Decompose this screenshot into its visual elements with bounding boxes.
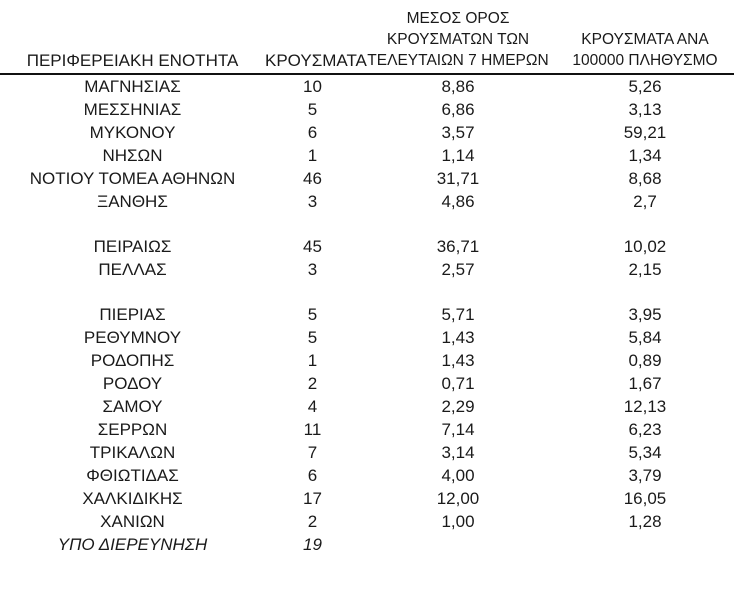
avg7-cell: 7,14: [441, 419, 475, 439]
table-row: [0, 487, 734, 510]
spacer-cell: [0, 213, 734, 235]
table-row: [0, 441, 734, 464]
region-cell: ΠΙΕΡΙΑΣ: [99, 304, 166, 324]
table-header: [0, 8, 734, 74]
region-cell: ΠΕΙΡΑΙΩΣ: [93, 236, 172, 256]
avg7-cell: 6,86: [441, 99, 475, 119]
cases-cell: 5: [307, 304, 318, 324]
region-cell: ΝΟΤΙΟΥ ΤΟΜΕΑ ΑΘΗΝΩΝ: [29, 168, 236, 188]
avg7-cell: 1,43: [441, 350, 475, 370]
header-cases-label: ΚΡΟΥΣΜΑΤΑ: [265, 51, 367, 70]
region-cell: ΣΑΜΟΥ: [102, 396, 163, 416]
cases-cell: 1: [307, 350, 318, 370]
spacer-row: [0, 213, 734, 235]
spacer-cell: [0, 281, 734, 303]
cases-cell: 3: [307, 259, 318, 279]
avg7-cell: 8,86: [441, 76, 475, 96]
header-avg7-line2: ΚΡΟΥΣΜΑΤΩΝ ΤΩΝ: [386, 31, 530, 48]
table-row: [0, 98, 734, 121]
cases-cell: 19: [303, 534, 322, 554]
region-cell: ΡΕΘΥΜΝΟΥ: [83, 327, 182, 347]
cases-cell: 4: [307, 396, 318, 416]
table-row: [0, 372, 734, 395]
header-cases: [265, 8, 367, 74]
header-avg7-line1: ΜΕΣΟΣ ΟΡΟΣ: [406, 10, 510, 27]
header-region: [0, 8, 265, 74]
table-row: [0, 326, 734, 349]
region-cell: ΜΕΣΣΗΝΙΑΣ: [83, 99, 182, 119]
table-row: [0, 349, 734, 372]
region-cell: ΥΠΟ ΔΙΕΡΕΥΝΗΣΗ: [57, 534, 208, 554]
header-per100k-line1: ΚΡΟΥΣΜΑΤΑ ΑΝΑ: [581, 31, 709, 48]
avg7-cell: 3,14: [441, 442, 475, 462]
avg7-cell: 2,57: [441, 259, 475, 279]
per100k-cell: [556, 533, 734, 556]
table-row: [0, 464, 734, 487]
per100k-cell: 1,67: [628, 373, 662, 393]
cases-cell: 5: [307, 327, 318, 347]
cases-cell: 6: [307, 465, 318, 485]
avg7-cell: 4,86: [441, 191, 475, 211]
header-row: [0, 8, 734, 74]
avg7-cell: 2,29: [441, 396, 475, 416]
region-cell: ΞΑΝΘΗΣ: [97, 191, 168, 211]
cases-cell: 10: [303, 76, 322, 96]
cases-cell: 11: [303, 419, 322, 439]
cases-cell: 46: [303, 168, 322, 188]
region-cell: ΤΡΙΚΑΛΩΝ: [89, 442, 176, 462]
region-cell: ΧΑΛΚΙΔΙΚΗΣ: [82, 488, 183, 508]
region-cell: ΦΘΙΩΤΙΔΑΣ: [86, 465, 179, 485]
cases-cell: 3: [307, 191, 318, 211]
table-row: [0, 74, 734, 98]
table-row: [0, 510, 734, 533]
cases-cell: 45: [303, 236, 322, 256]
table-row: [0, 144, 734, 167]
cases-cell: 1: [307, 145, 318, 165]
avg7-cell: [360, 533, 556, 556]
header-avg7: [360, 8, 556, 74]
region-cell: ΠΕΛΛΑΣ: [98, 259, 167, 279]
avg7-cell: 4,00: [441, 465, 475, 485]
table-row: [0, 418, 734, 441]
per100k-cell: 8,68: [628, 168, 662, 188]
avg7-cell: 36,71: [436, 236, 480, 256]
table-row: [0, 190, 734, 213]
region-cell: ΣΕΡΡΩΝ: [97, 419, 168, 439]
header-avg7-line3: ΤΕΛΕΥΤΑΙΩΝ 7 ΗΜΕΡΩΝ: [367, 52, 549, 69]
per100k-cell: 0,89: [628, 350, 662, 370]
per100k-cell: 2,7: [633, 191, 657, 211]
header-region-label: ΠΕΡΙΦΕΡΕΙΑΚΗ ΕΝΟΤΗΤΑ: [26, 51, 239, 70]
per100k-cell: 5,26: [628, 76, 662, 96]
table-row: [0, 533, 734, 556]
cases-cell: 7: [307, 442, 318, 462]
spacer-row: [0, 281, 734, 303]
cases-cell: 17: [303, 488, 322, 508]
region-cell: ΧΑΝΙΩΝ: [100, 511, 165, 531]
per100k-cell: 3,13: [628, 99, 662, 119]
avg7-cell: 31,71: [436, 168, 480, 188]
per100k-cell: 1,34: [628, 145, 662, 165]
avg7-cell: 3,57: [441, 122, 475, 142]
regional-cases-table: [0, 8, 734, 556]
table-body: [0, 74, 734, 556]
table-row: [0, 121, 734, 144]
region-cell: ΜΑΓΝΗΣΙΑΣ: [84, 76, 181, 96]
cases-cell: 6: [307, 122, 318, 142]
table-row: [0, 235, 734, 258]
cases-cell: 2: [307, 511, 318, 531]
region-cell: ΡΟΔΟΥ: [102, 373, 163, 393]
table-row: [0, 303, 734, 326]
per100k-cell: 5,84: [628, 327, 662, 347]
table-row: [0, 258, 734, 281]
region-cell: ΜΥΚΟΝΟΥ: [89, 122, 176, 142]
per100k-cell: 16,05: [623, 488, 667, 508]
per100k-cell: 2,15: [628, 259, 662, 279]
avg7-cell: 5,71: [441, 304, 475, 324]
region-cell: ΡΟΔΟΠΗΣ: [90, 350, 175, 370]
avg7-cell: 1,43: [441, 327, 475, 347]
per100k-cell: 59,21: [623, 122, 667, 142]
per100k-cell: 10,02: [623, 236, 667, 256]
avg7-cell: 12,00: [436, 488, 480, 508]
per100k-cell: 3,79: [628, 465, 662, 485]
per100k-cell: 3,95: [628, 304, 662, 324]
table-row: [0, 395, 734, 418]
avg7-cell: 1,00: [441, 511, 475, 531]
header-per100k-line2: 100000 ΠΛΗΘΥΣΜΟ: [572, 52, 718, 69]
per100k-cell: 6,23: [628, 419, 662, 439]
per100k-cell: 12,13: [623, 396, 667, 416]
avg7-cell: 0,71: [441, 373, 475, 393]
per100k-cell: 1,28: [628, 511, 662, 531]
cases-cell: 2: [307, 373, 318, 393]
region-cell: ΝΗΣΩΝ: [102, 145, 163, 165]
table-row: [0, 167, 734, 190]
cases-cell: 5: [307, 99, 318, 119]
avg7-cell: 1,14: [441, 145, 475, 165]
per100k-cell: 5,34: [628, 442, 662, 462]
header-per100k: [556, 8, 734, 74]
